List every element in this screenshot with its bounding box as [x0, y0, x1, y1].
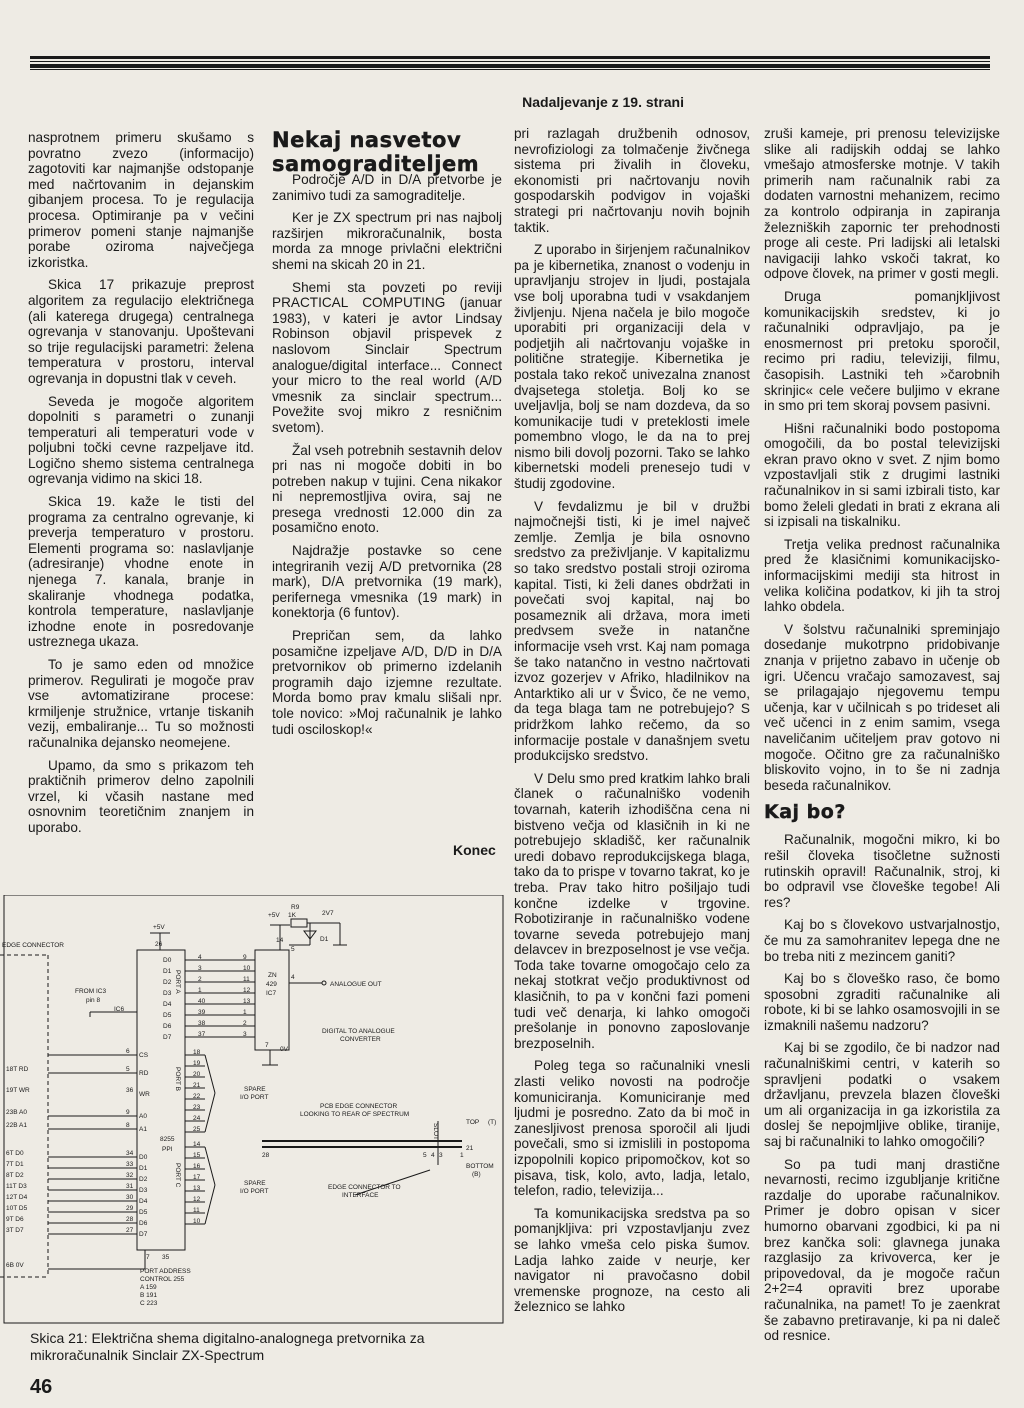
pin-number: 22 — [193, 1093, 201, 1100]
label-1k: 1K — [288, 912, 296, 919]
label-spare: SPARE — [244, 1180, 266, 1187]
page-number: 46 — [30, 1376, 53, 1398]
end-marker: Konec — [453, 842, 496, 858]
edge-pin-label: 10T D5 — [6, 1205, 28, 1212]
label-zn-pin4: 4 — [291, 974, 295, 981]
label-ppi: PPI — [162, 1146, 173, 1153]
label-port-address: PORT ADDRESS — [140, 1268, 191, 1275]
label-top: TOP — [466, 1119, 480, 1126]
label-top-t: (T) — [488, 1119, 497, 1126]
edge-pin-label: 8T D2 — [6, 1172, 24, 1179]
edge-pin-label: 3T D7 — [6, 1227, 24, 1234]
pin-name: D5 — [163, 1012, 172, 1019]
pin-number: 36 — [126, 1087, 134, 1094]
pin-name: CS — [139, 1052, 149, 1059]
label-pcb-28: 28 — [262, 1152, 270, 1159]
pin-number: 2 — [198, 976, 202, 983]
pin-name: D2 — [139, 1176, 148, 1183]
paragraph: Področje A/D in D/A pretvorbe je zanimivo tudi za samograditelje. — [272, 172, 502, 203]
pin-number: 21 — [193, 1082, 201, 1089]
label-analogue-out: ANALOGUE OUT — [330, 981, 382, 988]
pin-number: 12 — [193, 1196, 201, 1203]
pin-name: D7 — [163, 1034, 172, 1041]
paragraph: Skica 19. kaže le tisti del programa za centralno ogrevanje, ki preverja temperaturo v prostoru. Elementi programa so: naslavljanje (adresiranje) vhodne enote in njenega 7. kanala, branje in skaliranje vhodnega podatka, kontrola temperature, naslavljanje izhodne enote in posredovanje ustreznega ukaza. — [28, 494, 254, 650]
section-heading: Kaj bo? — [764, 801, 846, 824]
pin-number: 18 — [193, 1049, 201, 1056]
label-port-c: PORT C — [174, 1163, 181, 1188]
label-converter: CONVERTER — [340, 1036, 381, 1043]
paragraph: Upamo, da smo s prikazom teh praktičnih primerov delno zapolnili vrzel, ki včasih nastane med osnovnim teoretičnim znanjem in uporabo. — [28, 757, 254, 835]
label-control: CONTROL 255 — [140, 1276, 185, 1283]
pin-number: 19 — [193, 1060, 201, 1067]
paragraph: Poleg tega so računalniki vnesli zlasti veliko novosti na področje komuniciranja. Komuniciranje med ljudmi je posredno. Zato da bi moč in zanesljivost prenosa sporočil ali ljudi povečali, smo si izmislili in postopoma izpopolnili kopico pripomočkov, kot so pisava, tisk, kolo, avto, ladja, letalo, telefon, radio, televizija... — [514, 1058, 750, 1199]
label-port-c-addr: C 223 — [140, 1300, 158, 1307]
pin-number: 32 — [126, 1172, 134, 1179]
pin-number: 38 — [198, 1020, 206, 1027]
pin-number: 31 — [126, 1183, 134, 1190]
label-port-a-addr: A 159 — [140, 1284, 157, 1291]
paragraph: Kaj bo s človekovo ustvarjalnostjo, če mu za samohranitev lepega dne ne bo treba niti z mezincem ganiti? — [764, 917, 1000, 964]
paragraph: V Delu smo pred kratkim lahko brali članek o računalniško vodenih tovarnah, katerih izhodiščna cena ni bistveno večja od klasičnih in ki ne potrebujejo skladišč, ker računalnik uredi dobavo reprodukcijskega blaga, tako da to prispe v tovarno takrat, ko je treba. Prav tako hitro pošiljajo tudi končne izdelke v trgovine. Robotiziranje in računalniško vodene tovarne seveda potrebujejo manj delavcev in brezposelnost je vse večja. Toda take tovarne omogočajo celo za nekaj stotkrat večjo produktivnost od klasičnih, to pa v končni fazi pomeni tudi več denarja, ki lahko omogoči prešolanje in ponovno zaposlovanje brezposelnih. — [514, 770, 750, 1051]
pin-name: D0 — [139, 1154, 148, 1161]
pin-number: 10 — [193, 1218, 201, 1225]
pin-name: A0 — [139, 1113, 147, 1120]
pin-name: D5 — [139, 1209, 148, 1216]
label-port-b: PORT B — [174, 1067, 181, 1091]
pin-name: D6 — [139, 1220, 148, 1227]
paragraph: zruši kameje, pri prenosu televizijske slike ali radijskih oddaj se lahko vmešajo atmosferske motnje. V takih primerih nam računalnik rabi za dodaten varnostni mehanizem, recimo za kontrolo odpiranja in zapiranja železniških zapornic ter prehodnosti proge ali ceste. Pri ladijski ali letalski navigaciji lahko vskoči takrat, ko odpove človek, na primer v gosti megli. — [764, 126, 1000, 282]
paragraph: Kaj bo s človeško raso, če bomo sposobni zgraditi računalnike ali robote, ki bi se lahko osamosvojili in se izmaknili našemu nadzoru? — [764, 971, 1000, 1033]
pin-number: 24 — [193, 1115, 201, 1122]
edge-pin-label: 12T D4 — [6, 1194, 28, 1201]
label-from-ic3: FROM IC3 — [75, 988, 107, 995]
paragraph: V šolstvu računalniki spreminjajo dosedanje mukotrpno pridobivanje znanja v prijetno zabavo in učenje ob igri. Učencu vračajo samozavest, saj se prilagajajo njegovemu tempu učenja, kar v učilnicah s po trideset ali več učenci in z enim samim, vsega naveličanim učiteljem prav gotovo ni mogoče. Očitno gre za računalniško bliskovito vojno, in to še ni zadnja beseda računalnikov. — [764, 621, 1000, 793]
label-ic6: IC6 — [114, 1006, 125, 1013]
label-pin8: pin 8 — [86, 997, 101, 1004]
pin-number: 34 — [126, 1150, 134, 1157]
pin-number: 37 — [198, 1031, 206, 1038]
label-pin35: 35 — [162, 1254, 170, 1261]
pin-name: D7 — [139, 1231, 148, 1238]
header-rule — [30, 61, 990, 62]
pin-number: 2 — [243, 1020, 247, 1027]
pin-number: 30 — [126, 1194, 134, 1201]
header-rule — [30, 69, 990, 70]
edge-pin-label: 6T D0 — [6, 1150, 24, 1157]
pin-name: RD — [139, 1070, 149, 1077]
label-pin14: 14 — [276, 937, 284, 944]
pin-name: D0 — [163, 957, 172, 964]
pin-number: 15 — [193, 1152, 201, 1159]
pin-number: 29 — [126, 1205, 134, 1212]
column-2 — [272, 172, 502, 744]
label-zn-pin5: 5 — [291, 946, 295, 953]
pin-name: D1 — [163, 968, 172, 975]
label-d1: D1 — [320, 936, 329, 943]
label-5v: +5V — [153, 924, 165, 931]
pin-labels — [6, 954, 251, 1269]
pin-number: 9 — [126, 1109, 130, 1116]
pin-number: 16 — [193, 1163, 201, 1170]
pin-number: 17 — [193, 1174, 201, 1181]
pin-name: D6 — [163, 1023, 172, 1030]
pin-number: 27 — [126, 1227, 134, 1234]
pin-number: 3 — [243, 1031, 247, 1038]
pin-name: WR — [139, 1091, 150, 1098]
pin-number: 4 — [198, 954, 202, 961]
label-429: 429 — [266, 981, 277, 988]
pin-number: 13 — [243, 998, 251, 1005]
label-pcb-rear: LOOKING TO REAR OF SPECTRUM — [300, 1111, 410, 1118]
edge-pin-label: 23B A0 — [6, 1109, 27, 1116]
label-io-port: I/O PORT — [240, 1188, 269, 1195]
pin-name: D3 — [139, 1187, 148, 1194]
pin-number: 6 — [126, 1048, 130, 1055]
label-pin26: 26 — [155, 941, 163, 948]
pin-number: 3 — [198, 965, 202, 972]
section-heading: Nekaj nasvetov samograditeljem — [272, 128, 480, 176]
continued-note: Nadaljevanje z 19. strani — [522, 94, 684, 110]
pin-number: 23 — [193, 1104, 201, 1111]
header-rule — [30, 64, 990, 68]
pin-number: 25 — [193, 1126, 201, 1133]
pin-number: 33 — [126, 1161, 134, 1168]
label-8255: 8255 — [160, 1136, 175, 1143]
pin-number: 28 — [126, 1216, 134, 1223]
pin-number: 5 — [126, 1066, 130, 1073]
paragraph: nasprotnem primeru skušamo s povratno zvezo (informacijo) zagotoviti kar najmanjše odstopanje med načrtovanim in dejanskim gibanjem procesa. To je regulacija procesa. Optimiranje pa v večini primerov pomeni stanje najmanjše porabe oziroma največjega izkoristka. — [28, 130, 254, 270]
label-dac: DIGITAL TO ANALOGUE — [322, 1028, 395, 1035]
label-pcb-3: 3 — [439, 1152, 443, 1159]
pin-name: D4 — [139, 1198, 148, 1205]
paragraph: pri razlagah družbenih odnosov, nevrofiziologi za tolmačenje živčnega sistema pri živalih in človeku, ekonomisti pri načrtovanju novih gospodarskih podvigov in vojaški strategi pri načrtovanju novih bojnih taktik. — [514, 126, 750, 235]
edge-pin-label: 11T D3 — [6, 1183, 27, 1190]
pin-number: 20 — [193, 1071, 201, 1078]
paragraph: To je samo eden od množice primerov. Regulirati je mogoče prav vse avtomatizirane procese: krmiljenje stružnice, vrtanje tiskanih vezij, embaliranje... Tu so možnosti računalnika dejansko neomejene. — [28, 657, 254, 750]
label-pcb-1: 1 — [460, 1152, 464, 1159]
label-port-a: PORT A — [174, 970, 181, 994]
label-edge-to: EDGE CONNECTOR TO — [328, 1184, 401, 1191]
label-interface: INTERFACE — [342, 1192, 379, 1199]
pin-name: D2 — [163, 979, 172, 986]
paragraph: V fevdalizmu je bil v družbi najmočnejši tisti, ki je imel največ zemlje. Zemlja je bila osnovno sredstvo za preživljanje. V kapitalizmu so tako sredstvo postali stroji oziroma kapital. Tisti, ki želi danes obdržati in povečati svoj kapital, naj bo posameznik ali država, mora imeti predvsem sveže in natančne informacije vseh vrst. Kaj nam pomaga še tako natančno in vestno načrtovati izvoz gozerjev v Afriko, hladilnikov na Antarktiko ali ur v Švico, če ne vemo, da tega blaga tam ne potrebujejo? S pridržkom lahko rečemo, da so informacije postale v današnjem svetu produkcijsko sredstvo. — [514, 498, 750, 764]
pin-number: 40 — [198, 998, 206, 1005]
label-r9: R9 — [291, 904, 300, 911]
label-bottom-b: (B) — [472, 1171, 481, 1178]
label-pcb-5: 5 — [423, 1152, 427, 1159]
label-pcb-21: 21 — [466, 1145, 474, 1152]
label-spare: SPARE — [244, 1086, 266, 1093]
edge-pin-label: 7T D1 — [6, 1161, 24, 1168]
paragraph: Kaj bi se zgodilo, če bi nadzor nad računalniškimi centri, v katerih so spravljeni podatki o vsakem državljanu, prevzela blazen človeški um ali organizacija in ga izkoristila za doslej še nepojmljive oblike, tiranije, saj bi računalniki to lahko omogočili? — [764, 1040, 1000, 1150]
pin-number: 13 — [193, 1185, 201, 1192]
figure-caption: Skica 21: Električna shema digitalno-analognega pretvornika za mikroračunalnik Sinclair ZX-Spectrum — [30, 1330, 425, 1363]
pin-number: 10 — [243, 965, 251, 972]
pin-number: 14 — [193, 1141, 201, 1148]
label-0v: 0V — [280, 1046, 288, 1053]
pin-number: 39 — [198, 1009, 206, 1016]
paragraph: Shemi sta povzeti po reviji PRACTICAL COMPUTING (januar 1983), v kateri je avtor Lindsay Robinson objavil prispevek z naslovom Sinclair Spectrum analogue/digital interface... Connect your micro to the real world (A/D vmesnik za sinclair spectrum... Povežite svoj mikro z resničnim svetom). — [272, 279, 502, 435]
pin-number: 1 — [198, 987, 202, 994]
label-5v-b: +5V — [268, 912, 280, 919]
circuit-schematic — [0, 895, 505, 1325]
pin-number: 11 — [243, 976, 250, 983]
paragraph: Z uporabo in širjenjem računalnikov pa je kibernetika, znanost o vodenju in upravljanju strojev in ljudi, postajala vse bolj uporabna tudi v vsakdanjem življenju. Njena načela je bilo mogoče uporabiti pri organizaciji dela v podjetjih ali načrtovanju vojaške in politične strategije. Kibernetika je postala tako rekoč univezalna znanost dvajsetega stoletja. Bolj ko se uveljavlja, bolj se nam dozdeva, da so komunikacije tudi v preteklosti imele pomembno vlogo, le da na to prej nismo bili dovolj pozorni. Tako se lahko kibernetski modeli prenesejo tudi v študij zgodovine. — [514, 242, 750, 492]
label-io-port: I/O PORT — [240, 1094, 269, 1101]
edge-pin-label: 22B A1 — [6, 1122, 27, 1129]
label-zn: ZN — [268, 972, 277, 979]
paragraph: Najdražje postavke so cene integriranih vezij A/D pretvornika (28 mark), D/A pretvornika (19 mark), perifernega vmesnika (19 mark) in konektorja (6 funtov). — [272, 543, 502, 621]
paragraph: Druga pomanjkljivost komunikacijskih sredstev, ki jo računalniki odpravljajo, pa je enosmernost pri pretoku sporočil, recimo pri radiu, televiziji, filmu, časopisih. Lastniki teh »čarobnih skrinjic« cele večere buljimo v ekrane in smo pri tem skoraj povsem pasivni. — [764, 288, 1000, 414]
paragraph: Ker je ZX spectrum pri nas najbolj razširjen mikroračunalnik, bosta morda za mnoge privlačni električni shemi na skicah 20 in 21. — [272, 210, 502, 272]
label-slot: SLOT — [432, 1123, 439, 1140]
pin-number: 12 — [243, 987, 251, 994]
label-pcb-edge: PCB EDGE CONNECTOR — [320, 1103, 398, 1110]
column-1 — [28, 130, 254, 843]
pin-number: 8 — [126, 1122, 130, 1129]
pin-name: D1 — [139, 1165, 148, 1172]
column-3 — [514, 126, 750, 1322]
pin-name: D4 — [163, 1001, 172, 1008]
paragraph: Računalnik, mogočni mikro, ki bo rešil človeka tisočletne sužnosti rutinskih opravil! Računalnik, stroj, ki bo odpravil vse človeške tegobe! Ali res? — [764, 832, 1000, 910]
pin-number: 1 — [243, 1009, 247, 1016]
paragraph: Prepričan sem, da lahko posamične izpeljave A/D, D/D in D/A pretvornikov ob primerno izdelanih programih dajo izjemne rezultate. Morda bomo prav kmalu slišali npr. tole novico: »Moj računalnik je lahko tudi osciloskop!« — [272, 628, 502, 737]
paragraph: Tretja velika prednost računalnika pred že klasičnimi komunikacijsko-informacijskimi mediji sta hitrost in velika količina podatkov, ki jih ta stroj lahko obdela. — [764, 536, 1000, 615]
paragraph: Ta komunikacijska sredstva pa so pomanjkljiva: pri vzpostavljanju zvez se lahko vmeša celo piska šumov. Ladja lahko zaide v neurje, ker navigator ni pravočasno dobil vremenske prognoze, na cesto ali železnico se lahko — [514, 1205, 750, 1315]
edge-pin-label: 18T RD — [6, 1066, 29, 1073]
pin-name: D3 — [163, 990, 172, 997]
paragraph: Hišni računalniki bodo postopoma omogočili, da bo postal televizijski ekran pravo okno v svet. Z njim bomo vzpostavljali stik z drugimi lastniki računalnikov in si sami izbirali tisto, kar bomo želeli gledati in brati z ekrana ali si izpisali na tiskalniku. — [764, 420, 1000, 530]
paragraph: So pa tudi manj drastične nevarnosti, recimo izgubljanje kritične razdalje do uporabe računalnikov. Primer je dobro opisan v sicer humorno obarvani zgodbici, ki pa ni brez kančka soli: glavnega junaka razglasijo za krivoverca, ker je pripovedoval, da je mogoče račun 2+2=4 opraviti brez uporabe računalnika, na pamet! To je zaenkrat še zabavno pretiravanje, ki pa ni daleč od resnice. — [764, 1156, 1000, 1344]
pin-number: 11 — [193, 1207, 200, 1214]
edge-pin-label: 19T WR — [6, 1087, 30, 1094]
label-ic7: IC7 — [266, 990, 277, 997]
label-bottom: BOTTOM — [466, 1163, 494, 1170]
label-pcb-4: 4 — [431, 1152, 435, 1159]
edge-pin-label: 9T D6 — [6, 1216, 24, 1223]
pin-name: A1 — [139, 1126, 147, 1133]
header-rule — [30, 56, 990, 59]
paragraph: Skica 17 prikazuje preprost algoritem za regulacijo električnega (ali katerega drugega) centralnega ogrevanja v stanovanju. Upoštevani so trije regulacijski parametri: želena temperatura v prostoru, interval ogrevanja in dopustni tlak v ceveh. — [28, 277, 254, 386]
column-4 — [764, 126, 1000, 1351]
paragraph: Seveda je mogoče algoritem dopolniti s parametri o zunanji temperaturi ali temperaturi vode v poljubni točki cevne razpeljave itd. Logično shemo sistema centralnega ogrevanja vidimo na skici 18. — [28, 393, 254, 487]
pin-number: 9 — [243, 954, 247, 961]
label-edge-connector: EDGE CONNECTOR — [2, 942, 64, 949]
label-2v7: 2V7 — [322, 910, 334, 917]
label-port-b-addr: B 191 — [140, 1292, 157, 1299]
label-zn-pin7: 7 — [265, 1042, 269, 1049]
paragraph: Žal vseh potrebnih sestavnih delov pri nas ni mogoče dobiti in bo potreben nakup v tujini. Cena nikakor ni nepremostljiva ovira, saj ne presega vrednosti 12.000 din za posamično enoto. — [272, 442, 502, 536]
label-pin7: 7 — [146, 1254, 150, 1261]
edge-pin-label: 6B 0V — [6, 1262, 24, 1269]
